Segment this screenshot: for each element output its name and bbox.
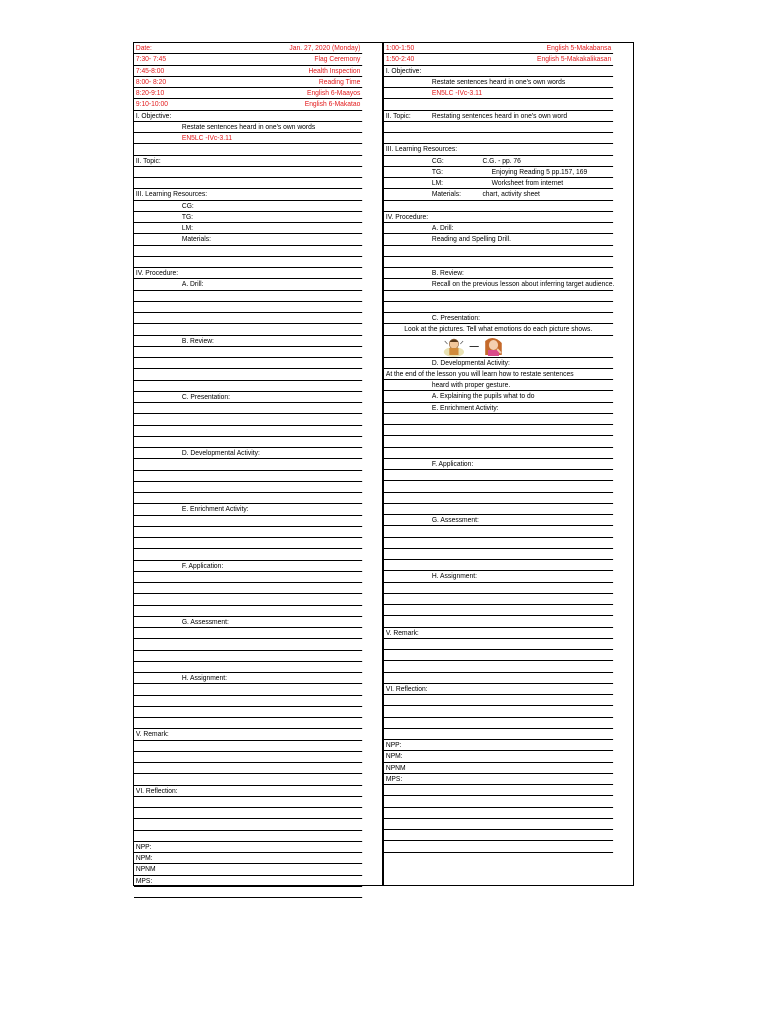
schedule-row [134, 66, 362, 77]
drill-label: A. Drill: [431, 223, 454, 232]
drill-text-row [384, 234, 613, 245]
blank-row [134, 313, 362, 324]
topic-label: II. Topic: [385, 110, 411, 120]
topic-text: Restating sentences heard in one's own word [431, 110, 568, 120]
npnm-row [134, 864, 362, 875]
remark-label: V. Remark: [135, 729, 169, 739]
procedure-label: IV. Procedure: [385, 211, 429, 221]
lm-value: Worksheet from internet [491, 178, 564, 187]
procedure-label: IV. Procedure: [135, 268, 179, 277]
blank-row [384, 549, 613, 560]
resources-label: III. Learning Resources: [385, 144, 458, 154]
blank-row [134, 437, 362, 448]
assignment-label: H. Assignment: [181, 673, 227, 682]
blank-row [134, 291, 362, 302]
blank-row [384, 830, 613, 841]
reflection-label: VI. Reflection: [385, 683, 428, 693]
tg-value: Enjoying Reading 5 pp.157, 169 [491, 166, 588, 176]
review-label: B. Review: [181, 335, 214, 345]
schedule-time: 7:30- 7:45 [135, 54, 167, 64]
developmental-label: D. Developmental Activity: [431, 357, 510, 367]
objective-text: Restate sentences heard in one's own words [431, 76, 566, 86]
blank-row [384, 718, 613, 729]
blank-row [384, 291, 613, 302]
blank-row [384, 560, 613, 571]
npm-label: NPM: [385, 751, 403, 761]
mps-label: MPS: [135, 875, 153, 885]
review-label: B. Review: [431, 268, 464, 277]
section-procedure [384, 212, 613, 223]
date-value: Jan. 27, 2020 (Monday) [289, 43, 361, 52]
blank-row [384, 302, 613, 313]
blank-row [134, 403, 362, 414]
developmental-row [134, 448, 362, 459]
schedule-activity: English 6-Maayos [306, 88, 361, 97]
blank-row [134, 459, 362, 470]
presentation-label: C. Presentation: [181, 391, 230, 401]
section-topic [384, 111, 613, 122]
materials-row [134, 234, 362, 245]
blank-row [384, 122, 613, 133]
blank-row [134, 178, 362, 189]
right-column [384, 43, 633, 885]
code-row [134, 133, 362, 144]
blank-row [384, 729, 613, 740]
npm-label: NPM: [135, 853, 153, 862]
schedule-row [134, 88, 362, 99]
blank-row [384, 616, 613, 627]
blank-row [134, 651, 362, 662]
blank-row [384, 425, 613, 436]
review-text-row [384, 279, 613, 290]
blank-row [134, 246, 362, 257]
blank-row [134, 628, 362, 639]
blank-row [134, 774, 362, 785]
developmental-text: A. Explaining the pupils what to do [431, 391, 535, 401]
blank-row [384, 673, 613, 684]
presentation-label: C. Presentation: [431, 313, 480, 322]
cg-label: CG: [181, 200, 194, 210]
developmental-text: At the end of the lesson you will learn how to restate sentences [385, 368, 574, 378]
schedule-row [384, 54, 613, 65]
blank-row [384, 526, 613, 537]
mps-row [384, 774, 613, 785]
blank-row [134, 718, 362, 729]
cg-value: C.G. - pp. 76 [482, 155, 521, 165]
npp-label: NPP: [135, 841, 152, 851]
schedule-row [134, 54, 362, 65]
objective-label: I. Objective: [135, 110, 172, 120]
cg-label: CG: [431, 155, 444, 165]
competency-code: EN5LC -IVc-3.11 [431, 88, 483, 97]
assignment-row [384, 571, 613, 582]
blank-row [134, 358, 362, 369]
enrichment-label: E. Enrichment Activity: [431, 402, 499, 412]
assessment-row [384, 515, 613, 526]
left-column [134, 43, 384, 885]
blank-row [384, 594, 613, 605]
blank-row [134, 527, 362, 538]
blank-row [134, 594, 362, 605]
lm-label: LM: [181, 223, 194, 232]
section-procedure [134, 268, 362, 279]
materials-row [384, 189, 613, 200]
blank-row [134, 426, 362, 437]
lm-row [384, 178, 613, 189]
blank-row [134, 696, 362, 707]
schedule-row [134, 77, 362, 88]
dev-text-row [384, 380, 613, 391]
schedule-time: 8:20-9:10 [135, 88, 165, 97]
resources-label: III. Learning Resources: [135, 189, 208, 199]
blank-row [134, 741, 362, 752]
blank-row [134, 752, 362, 763]
schedule-activity: English 5-Makakalikasan [536, 54, 612, 64]
npp-row [384, 740, 613, 751]
blank-row [384, 819, 613, 830]
materials-label: Materials: [431, 189, 461, 199]
dev-text-row [384, 391, 613, 402]
enrichment-label: E. Enrichment Activity: [181, 504, 249, 514]
blank-row [384, 808, 613, 819]
blank-row [384, 706, 613, 717]
blank-row [384, 605, 613, 616]
schedule-activity: Flag Ceremony [314, 54, 361, 64]
remark-label: V. Remark: [385, 627, 419, 637]
code-row [384, 88, 613, 99]
blank-row [384, 448, 613, 459]
npnm-row [384, 763, 613, 774]
blank-row [134, 707, 362, 718]
application-row [134, 561, 362, 572]
dev-text-row [384, 369, 613, 380]
separator-dash [470, 346, 479, 347]
tg-label: TG: [181, 211, 194, 221]
date-label: Date: [135, 43, 152, 52]
blank-row [134, 414, 362, 425]
blank-row [134, 684, 362, 695]
blank-row [384, 504, 613, 515]
presentation-row [134, 392, 362, 403]
enrichment-row [384, 403, 613, 414]
section-objective [134, 111, 362, 122]
schedule-time: 8:00- 8:20 [135, 76, 167, 86]
drill-row [134, 279, 362, 290]
blank-row [134, 797, 362, 808]
blank-row [134, 369, 362, 380]
blank-row [384, 257, 613, 268]
npnm-label: NPNM [135, 864, 156, 874]
blank-row [384, 99, 613, 110]
blank-row [134, 167, 362, 178]
section-resources [384, 144, 613, 155]
lm-row [134, 223, 362, 234]
schedule-activity: English 5-Makabansa [546, 43, 612, 52]
lm-label: LM: [431, 178, 444, 187]
angry-boy-picture [441, 337, 467, 357]
blank-row [384, 785, 613, 796]
blank-row [384, 201, 613, 212]
blank-row [134, 887, 362, 898]
review-row [384, 268, 613, 279]
blank-row [134, 302, 362, 313]
blank-row [134, 662, 362, 673]
schedule-activity: Health Inspection [308, 65, 361, 75]
schedule-activity: Reading Time [318, 76, 361, 86]
materials-label: Materials: [181, 234, 211, 244]
blank-row [384, 481, 613, 492]
schedule-time: 9:10-10:00 [135, 99, 168, 109]
blank-row [134, 493, 362, 504]
application-label: F. Application: [181, 560, 224, 570]
tg-row [134, 212, 362, 223]
objective-label: I. Objective: [385, 65, 422, 75]
npp-label: NPP: [385, 740, 402, 749]
blank-row [134, 381, 362, 392]
blank-row [134, 819, 362, 830]
cg-row [384, 156, 613, 167]
blank-row [384, 133, 613, 144]
section-remark [134, 729, 362, 740]
date-row [134, 43, 362, 54]
blank-row [134, 606, 362, 617]
tg-row [384, 167, 613, 178]
mps-row [134, 876, 362, 887]
section-reflection [384, 684, 613, 695]
pictures-row [384, 336, 613, 358]
npp-row [134, 842, 362, 853]
blank-row [134, 257, 362, 268]
objective-row [384, 77, 613, 88]
section-topic [134, 156, 362, 167]
assignment-row [134, 673, 362, 684]
schedule-time: 1:00-1:50 [385, 43, 415, 52]
blank-row [134, 549, 362, 560]
blank-row [384, 583, 613, 594]
blank-row [134, 831, 362, 842]
review-row [134, 336, 362, 347]
section-resources [134, 189, 362, 200]
blank-row [384, 695, 613, 706]
sad-girl-picture [481, 337, 507, 357]
objective-row [134, 122, 362, 133]
blank-row [134, 482, 362, 493]
blank-row [384, 661, 613, 672]
section-reflection [134, 786, 362, 797]
npm-row [384, 751, 613, 762]
enrichment-row [134, 504, 362, 515]
blank-row [384, 414, 613, 425]
assessment-row [134, 617, 362, 628]
blank-row [134, 347, 362, 358]
schedule-row [134, 99, 362, 110]
developmental-row [384, 358, 613, 369]
blank-row [134, 572, 362, 583]
blank-row [134, 763, 362, 774]
cg-row [134, 201, 362, 212]
drill-row [384, 223, 613, 234]
blank-row [384, 436, 613, 447]
blank-row [384, 538, 613, 549]
blank-row [384, 841, 613, 852]
assessment-label: G. Assessment: [431, 515, 479, 524]
schedule-time: 1:50-2:40 [385, 54, 415, 64]
blank-row [134, 639, 362, 650]
developmental-label: D. Developmental Activity: [181, 448, 260, 457]
objective-text: Restate sentences heard in one's own words [181, 121, 316, 131]
npm-row [134, 853, 362, 864]
npnm-label: NPNM [385, 762, 406, 772]
blank-row [384, 639, 613, 650]
reflection-label: VI. Reflection: [135, 785, 178, 795]
assessment-label: G. Assessment: [181, 616, 229, 626]
schedule-activity: English 6-Makatao [304, 99, 361, 109]
section-remark [384, 628, 613, 639]
blank-row [134, 144, 362, 155]
blank-row [134, 516, 362, 527]
application-label: F. Application: [431, 458, 474, 468]
blank-row [134, 324, 362, 335]
blank-row [134, 583, 362, 594]
blank-row [384, 796, 613, 807]
tg-label: TG: [431, 166, 444, 176]
presentation-text-row [384, 324, 613, 335]
section-objective [384, 66, 613, 77]
blank-row [384, 246, 613, 257]
presentation-text: Look at the pictures. Tell what emotions do each picture shows. [404, 324, 593, 334]
blank-row [134, 808, 362, 819]
application-row [384, 459, 613, 470]
drill-label: A. Drill: [181, 279, 204, 289]
blank-row [134, 538, 362, 549]
review-text: Recall on the previous lesson about inferring target audience. [431, 279, 615, 289]
blank-row [384, 470, 613, 481]
schedule-time: 7:45-8:00 [135, 65, 165, 75]
drill-text: Reading and Spelling Drill. [431, 234, 511, 244]
assignment-label: H. Assignment: [431, 571, 477, 581]
mps-label: MPS: [385, 773, 403, 783]
blank-row [134, 471, 362, 482]
blank-row [384, 493, 613, 504]
competency-code: EN5LC -IVc-3.11 [181, 133, 233, 142]
presentation-row [384, 313, 613, 324]
schedule-row [384, 43, 613, 54]
materials-value: chart, activity sheet [482, 189, 540, 199]
blank-row [384, 650, 613, 661]
lesson-plan-sheet [133, 42, 634, 886]
developmental-text: heard with proper gesture. [431, 380, 511, 389]
topic-label: II. Topic: [135, 155, 161, 165]
